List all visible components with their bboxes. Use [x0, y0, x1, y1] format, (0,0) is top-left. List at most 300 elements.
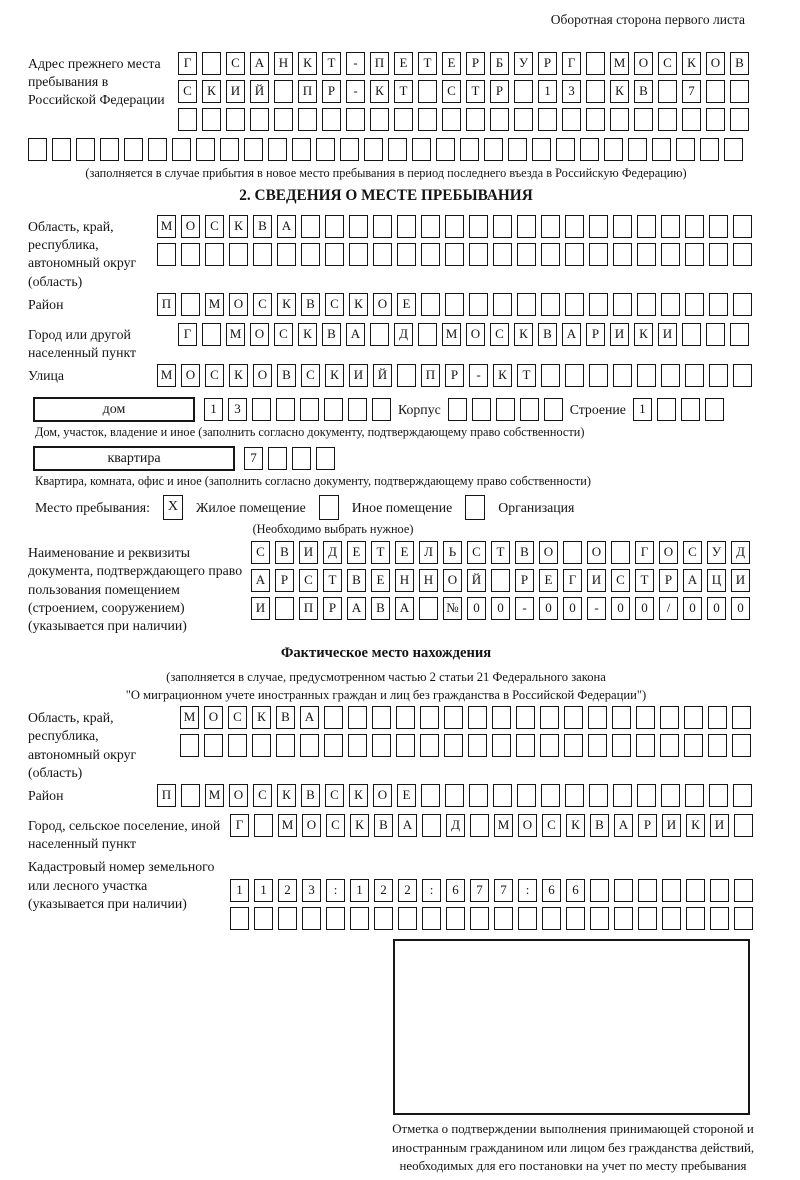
street-label: Улица [28, 368, 64, 384]
char-box: № [443, 597, 462, 620]
char-box-row [157, 364, 757, 387]
char-box [202, 108, 221, 131]
char-box [420, 734, 439, 757]
char-box [542, 907, 561, 930]
char-box-row [178, 323, 754, 346]
char-box: Н [274, 52, 293, 75]
char-box [658, 80, 677, 103]
char-box: Д [394, 323, 413, 346]
field-apartment [33, 446, 800, 471]
actual-location-title: Фактическое место нахождения [280, 645, 492, 662]
char-box: О [204, 706, 223, 729]
char-box: И [710, 814, 729, 837]
char-box [637, 215, 656, 238]
char-box [448, 398, 467, 421]
char-box: О [250, 323, 269, 346]
char-box: М [442, 323, 461, 346]
char-box: А [347, 597, 366, 620]
field-actual-district [28, 784, 800, 812]
char-box: Т [466, 80, 485, 103]
char-box [493, 784, 512, 807]
char-box: Д [323, 541, 342, 564]
char-box-row [448, 398, 568, 421]
char-box [514, 80, 533, 103]
char-box [589, 293, 608, 316]
char-box [517, 784, 536, 807]
char-box: Р [445, 364, 464, 387]
char-box-row [230, 814, 758, 837]
char-box [374, 907, 393, 930]
char-box: И [299, 541, 318, 564]
char-box: К [277, 293, 296, 316]
char-box [469, 293, 488, 316]
char-box: Р [490, 80, 509, 103]
char-box: 0 [539, 597, 558, 620]
char-box: М [205, 293, 224, 316]
char-box [541, 293, 560, 316]
stay-type-label: Место пребывания: [35, 499, 150, 515]
char-box [220, 138, 239, 161]
char-box: О [181, 364, 200, 387]
char-box [181, 293, 200, 316]
char-box [709, 364, 728, 387]
char-box [586, 108, 605, 131]
char-box [202, 52, 221, 75]
char-box [148, 138, 167, 161]
char-box [565, 784, 584, 807]
char-box: К [349, 293, 368, 316]
char-box: В [277, 364, 296, 387]
char-box: В [322, 323, 341, 346]
char-box [301, 243, 320, 266]
char-box [300, 398, 319, 421]
char-box: Д [731, 541, 750, 564]
char-box: К [634, 323, 653, 346]
char-box: А [683, 569, 702, 592]
char-box [706, 80, 725, 103]
char-box: С [683, 541, 702, 564]
char-box: С [611, 569, 630, 592]
char-box: Т [517, 364, 536, 387]
char-box [325, 243, 344, 266]
char-box: Е [397, 293, 416, 316]
char-box [275, 597, 294, 620]
char-box [613, 784, 632, 807]
apartment-label-box: квартира [33, 446, 235, 471]
char-box: П [421, 364, 440, 387]
actual-cadastral-rows [230, 879, 758, 935]
char-box [469, 784, 488, 807]
char-box: У [514, 52, 533, 75]
char-box: - [346, 80, 365, 103]
char-box [708, 734, 727, 757]
char-box [532, 138, 551, 161]
char-box [732, 734, 751, 757]
char-box: С [542, 814, 561, 837]
char-box [710, 879, 729, 902]
char-box [541, 215, 560, 238]
char-box [589, 243, 608, 266]
char-box [157, 243, 176, 266]
char-box: П [157, 293, 176, 316]
stay-type-caption: (Необходимо выбрать нужное) [252, 522, 414, 537]
char-box [614, 879, 633, 902]
char-box-row [230, 907, 758, 930]
char-box: 3 [302, 879, 321, 902]
char-box: 0 [467, 597, 486, 620]
char-box [325, 215, 344, 238]
char-box: Р [275, 569, 294, 592]
char-box: Н [419, 569, 438, 592]
char-box: В [590, 814, 609, 837]
char-box: Г [230, 814, 249, 837]
char-box: Т [394, 80, 413, 103]
char-box: О [229, 293, 248, 316]
char-box [708, 706, 727, 729]
char-box [228, 734, 247, 757]
char-box [709, 215, 728, 238]
char-box: 1 [230, 879, 249, 902]
char-box [541, 243, 560, 266]
char-box [388, 138, 407, 161]
char-box [685, 243, 704, 266]
char-box: 0 [563, 597, 582, 620]
actual-location-caption-line2: "О миграционном учете иностранных граждан и лиц без гражданства в Российской Федерации") [125, 688, 647, 703]
char-box: А [250, 52, 269, 75]
char-box [637, 293, 656, 316]
char-box [276, 398, 295, 421]
char-box: М [610, 52, 629, 75]
char-box: 7 [470, 879, 489, 902]
char-box-row [157, 784, 757, 807]
char-box [349, 215, 368, 238]
char-box: / [659, 597, 678, 620]
char-box: К [325, 364, 344, 387]
char-box [421, 293, 440, 316]
char-box: Е [394, 52, 413, 75]
char-box: Г [178, 52, 197, 75]
char-box: Т [323, 569, 342, 592]
field-actual-city [28, 814, 800, 853]
char-box [565, 364, 584, 387]
char-box: Р [323, 597, 342, 620]
house-caption: Дом, участок, владение и иное (заполнить согласно документу, подтверждающему право собственности) [35, 425, 585, 440]
char-box [661, 364, 680, 387]
char-box [660, 706, 679, 729]
char-box: А [251, 569, 270, 592]
field-district [28, 293, 800, 321]
char-box: С [274, 323, 293, 346]
char-box [556, 138, 575, 161]
char-box: 3 [562, 80, 581, 103]
char-box [412, 138, 431, 161]
char-box [686, 907, 705, 930]
char-box [277, 243, 296, 266]
char-box [588, 734, 607, 757]
char-box: 1 [538, 80, 557, 103]
char-box-row [633, 398, 729, 421]
char-box [470, 814, 489, 837]
char-box-row [157, 293, 757, 316]
char-box [302, 907, 321, 930]
char-box [492, 734, 511, 757]
char-box: К [298, 323, 317, 346]
char-box [565, 243, 584, 266]
char-box [660, 734, 679, 757]
char-box: С [326, 814, 345, 837]
actual-city-label: Город, сельское поселение, иной населенный пункт [28, 818, 221, 852]
char-box: М [226, 323, 245, 346]
char-box: М [157, 364, 176, 387]
char-box: К [682, 52, 701, 75]
char-box: Р [466, 52, 485, 75]
char-box [516, 734, 535, 757]
char-box [196, 138, 215, 161]
char-box [706, 108, 725, 131]
char-box [590, 907, 609, 930]
checkbox-organizaciya [465, 495, 485, 520]
char-box: П [157, 784, 176, 807]
char-box [421, 215, 440, 238]
char-box [685, 293, 704, 316]
field-document [28, 541, 800, 635]
char-box: 3 [228, 398, 247, 421]
char-box: О [634, 52, 653, 75]
char-box: О [373, 784, 392, 807]
char-box: Г [178, 323, 197, 346]
char-box: К [686, 814, 705, 837]
char-box-row [204, 398, 396, 421]
char-box: 2 [278, 879, 297, 902]
char-box-row [230, 879, 758, 902]
char-box: 1 [633, 398, 652, 421]
char-box [589, 364, 608, 387]
char-box [252, 398, 271, 421]
char-box [733, 293, 752, 316]
char-box: 2 [398, 879, 417, 902]
char-box [445, 784, 464, 807]
char-box [636, 706, 655, 729]
char-box [253, 243, 272, 266]
stay-option-label-organizaciya: Организация [498, 499, 575, 515]
char-box: Г [635, 541, 654, 564]
char-box [538, 108, 557, 131]
char-box [520, 398, 539, 421]
char-box [372, 398, 391, 421]
region-label: Область, край, республика, автономный округ (область) [28, 219, 137, 289]
char-box-row [157, 243, 757, 266]
char-box [710, 907, 729, 930]
char-box [491, 569, 510, 592]
char-box [397, 243, 416, 266]
char-box [348, 734, 367, 757]
char-box [541, 364, 560, 387]
char-box-row [157, 215, 757, 238]
field-street [28, 364, 800, 392]
stay-option-label-inoe: Иное помещение [351, 499, 453, 515]
apartment-caption: Квартира, комната, офис и иное (заполнить согласно документу, подтверждающему право собственности) [35, 474, 591, 489]
char-box [661, 784, 680, 807]
actual-location-caption-line1: (заполняется в случае, предусмотренном частью 2 статьи 21 Федерального закона [166, 670, 606, 685]
char-box: Р [515, 569, 534, 592]
char-box [419, 597, 438, 620]
char-box [613, 243, 632, 266]
char-box [250, 108, 269, 131]
char-box [562, 108, 581, 131]
char-box [706, 323, 725, 346]
char-box [604, 138, 623, 161]
char-box [612, 734, 631, 757]
char-box [613, 215, 632, 238]
char-box: Е [539, 569, 558, 592]
char-box: А [562, 323, 581, 346]
char-box [397, 364, 416, 387]
char-box: В [730, 52, 749, 75]
char-box: Т [635, 569, 654, 592]
char-box: К [202, 80, 221, 103]
char-box [490, 108, 509, 131]
char-box: Ь [443, 541, 462, 564]
char-box: В [538, 323, 557, 346]
char-box [298, 108, 317, 131]
char-box: К [229, 364, 248, 387]
document-rows [251, 541, 755, 635]
char-box [508, 138, 527, 161]
char-box: К [493, 364, 512, 387]
char-box: И [610, 323, 629, 346]
char-box [517, 215, 536, 238]
char-box [28, 138, 47, 161]
char-box: К [229, 215, 248, 238]
char-box [346, 108, 365, 131]
char-box [230, 907, 249, 930]
field-actual-region [28, 706, 800, 782]
char-box: С [205, 215, 224, 238]
char-box: С [442, 80, 461, 103]
char-box [469, 215, 488, 238]
char-box [686, 879, 705, 902]
char-box [494, 907, 513, 930]
char-box [470, 907, 489, 930]
char-box [661, 243, 680, 266]
char-box: С [301, 364, 320, 387]
char-box: Е [395, 541, 414, 564]
char-box: Р [538, 52, 557, 75]
char-box-row [178, 80, 754, 103]
field-house [33, 397, 800, 422]
char-box [422, 814, 441, 837]
char-box: О [518, 814, 537, 837]
char-box: Г [563, 569, 582, 592]
char-box: 1 [254, 879, 273, 902]
char-box [685, 784, 704, 807]
char-box [565, 293, 584, 316]
char-box: О [302, 814, 321, 837]
char-box: А [395, 597, 414, 620]
char-box: О [539, 541, 558, 564]
char-box: К [252, 706, 271, 729]
char-box: М [205, 784, 224, 807]
char-box [172, 138, 191, 161]
char-box [662, 907, 681, 930]
char-box: В [301, 293, 320, 316]
char-box: Т [418, 52, 437, 75]
char-box: 6 [446, 879, 465, 902]
char-box: С [226, 52, 245, 75]
char-box: И [226, 80, 245, 103]
char-box: С [658, 52, 677, 75]
char-box [226, 108, 245, 131]
char-box [700, 138, 719, 161]
char-box: 1 [350, 879, 369, 902]
char-box: О [253, 364, 272, 387]
char-box [734, 814, 753, 837]
char-box: И [587, 569, 606, 592]
char-box: В [634, 80, 653, 103]
char-box [544, 398, 563, 421]
char-box-row [178, 52, 754, 75]
char-box [613, 293, 632, 316]
char-box: А [398, 814, 417, 837]
char-box: - [469, 364, 488, 387]
char-box: К [349, 784, 368, 807]
char-box: Е [371, 569, 390, 592]
char-box: П [299, 597, 318, 620]
char-box [254, 814, 273, 837]
char-box [628, 138, 647, 161]
char-box: О [466, 323, 485, 346]
char-box [292, 447, 311, 470]
char-box: С [228, 706, 247, 729]
char-box [326, 907, 345, 930]
char-box [398, 907, 417, 930]
char-box: К [610, 80, 629, 103]
char-box: А [277, 215, 296, 238]
char-box [442, 108, 461, 131]
actual-region-label: Область, край, республика, автономный округ (область) [28, 710, 137, 780]
char-box [52, 138, 71, 161]
char-box: 0 [635, 597, 654, 620]
char-box-row [251, 597, 755, 620]
char-box [682, 108, 701, 131]
char-box [734, 907, 753, 930]
char-box [373, 215, 392, 238]
char-box-row-full-width [28, 138, 800, 161]
char-box: 2 [374, 879, 393, 902]
checkbox-inoe [319, 495, 339, 520]
char-box [586, 52, 605, 75]
char-box [276, 734, 295, 757]
char-box: 0 [611, 597, 630, 620]
char-box: Г [562, 52, 581, 75]
char-box [420, 706, 439, 729]
char-box: 1 [204, 398, 223, 421]
char-box [469, 243, 488, 266]
char-box: С [467, 541, 486, 564]
char-box: - [515, 597, 534, 620]
char-box [514, 108, 533, 131]
char-box: К [514, 323, 533, 346]
char-box: С [253, 293, 272, 316]
char-box [518, 907, 537, 930]
char-box [496, 398, 515, 421]
char-box: Й [373, 364, 392, 387]
char-box: О [659, 541, 678, 564]
char-box [709, 784, 728, 807]
prev-address-caption: (заполняется в случае прибытия в новое место пребывания в период последнего въезда в Российскую Федерацию) [85, 166, 687, 180]
char-box [300, 734, 319, 757]
char-box [348, 706, 367, 729]
